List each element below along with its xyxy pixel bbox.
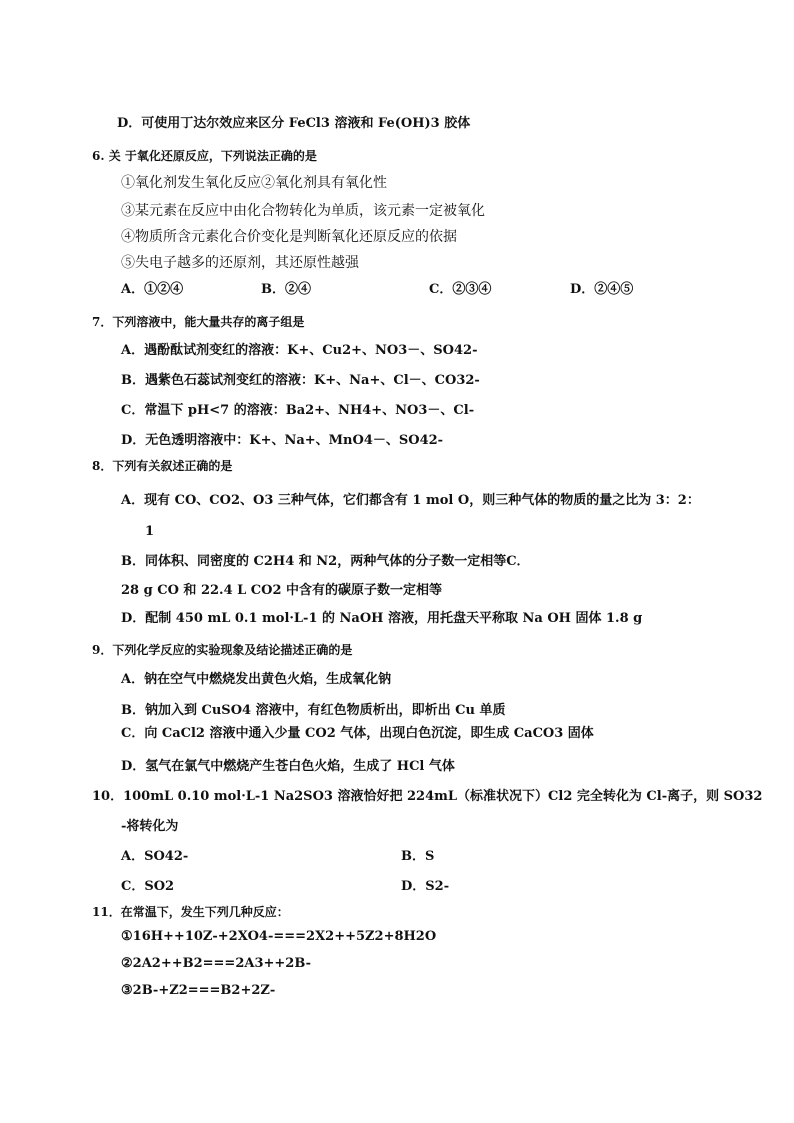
- q6-option-a: A．①②④: [121, 282, 184, 297]
- q8-option-a: A．现有 CO、CO2、O3 三种气体，它们都含有 1 mol O，则三种气体的物质的量之比为 3：2：: [121, 493, 700, 508]
- q9-option-c: C．向 CaCl2 溶液中通入少量 CO2 气体，出现白色沉淀，即生成 CaCO3 固体: [121, 726, 594, 741]
- q6-statement-3: ③某元素在反应中由化合物转化为单质，该元素一定被氧化: [121, 203, 485, 219]
- q9-option-b: B．钠加入到 CuSO4 溶液中，有红色物质析出，即析出 Cu 单质: [121, 703, 506, 718]
- q6-option-d: D．②④⑤: [570, 282, 634, 297]
- q8-option-d: D．配制 450 mL 0.1 mol·L-1 的 NaOH 溶液，用托盘天平称取 Na OH 固体 1.8 g: [121, 611, 643, 626]
- q6-statement-4: ④物质所含元素化合价变化是判断氧化还原反应的依据: [121, 229, 457, 245]
- q9-option-a: A．钠在空气中燃烧发出黄色火焰，生成氧化钠: [121, 672, 392, 687]
- q7-option-c: C．常温下 pH<7 的溶液：Ba2+、NH4+、NO3－、Cl-: [121, 403, 475, 418]
- q10-option-b: B．S: [401, 849, 435, 864]
- q11-reaction-3: ③2B-+Z2===B2+2Z-: [121, 983, 276, 998]
- question-10: 10．100mL 0.10 mol·L-1 Na2SO3 溶液恰好把 224mL（标准状况下）Cl2 完全转化为 Cl-离子，则 SO32: [92, 789, 763, 804]
- question-9: 9．下列化学反应的实验现象及结论描述正确的是: [92, 643, 353, 657]
- question-7: 7．下列溶液中，能大量共存的离子组是: [92, 315, 305, 329]
- q6-option-c: C．②③④: [429, 282, 492, 297]
- q6-option-b: B．②④: [261, 282, 311, 297]
- q6-statement-5: ⑤失电子越多的还原剂，其还原性越强: [121, 255, 359, 271]
- q7-option-d: D．无色透明溶液中：K+、Na+、MnO4－、SO42-: [121, 433, 444, 448]
- q7-option-b: B．遇紫色石蕊试剂变红的溶液：K+、Na+、Cl－、CO32-: [121, 373, 480, 388]
- q10-option-c: C．SO2: [121, 879, 175, 894]
- question-6: 6. 关 于氧化还原反应，下列说法正确的是: [92, 149, 317, 163]
- q10-option-a: A．SO42-: [121, 849, 189, 864]
- q9-option-d: D．氢气在氯气中燃烧产生苍白色火焰，生成了 HCl 气体: [121, 759, 455, 774]
- q7-option-a: A．遇酚酞试剂变红的溶液：K+、Cu2+、NO3－、SO42-: [121, 343, 478, 358]
- q8-option-a-cont: 1: [145, 524, 155, 539]
- q5-option-d: D．可使用丁达尔效应来区分 FeCl3 溶液和 Fe(OH)3 胶体: [117, 116, 471, 131]
- question-8: 8．下列有关叙述正确的是: [92, 459, 233, 473]
- q6-statement-1-2: ①氧化剂发生氧化反应②氧化剂具有氧化性: [121, 175, 387, 191]
- q11-reaction-2: ②2A2++B2===2A3++2B-: [121, 956, 311, 971]
- question-11: 11．在常温下，发生下列几种反应：: [92, 905, 289, 919]
- q8-option-c: 28 g CO 和 22.4 L CO2 中含有的碳原子数一定相等: [121, 583, 443, 598]
- question-10-cont: -将转化为: [121, 819, 179, 834]
- q10-option-d: D．S2-: [401, 879, 450, 894]
- q8-option-b: B．同体积、同密度的 C2H4 和 N2，两种气体的分子数一定相等C．: [121, 554, 530, 569]
- q11-reaction-1: ①16H++10Z-+2XO4-===2X2++5Z2+8H2O: [121, 929, 437, 944]
